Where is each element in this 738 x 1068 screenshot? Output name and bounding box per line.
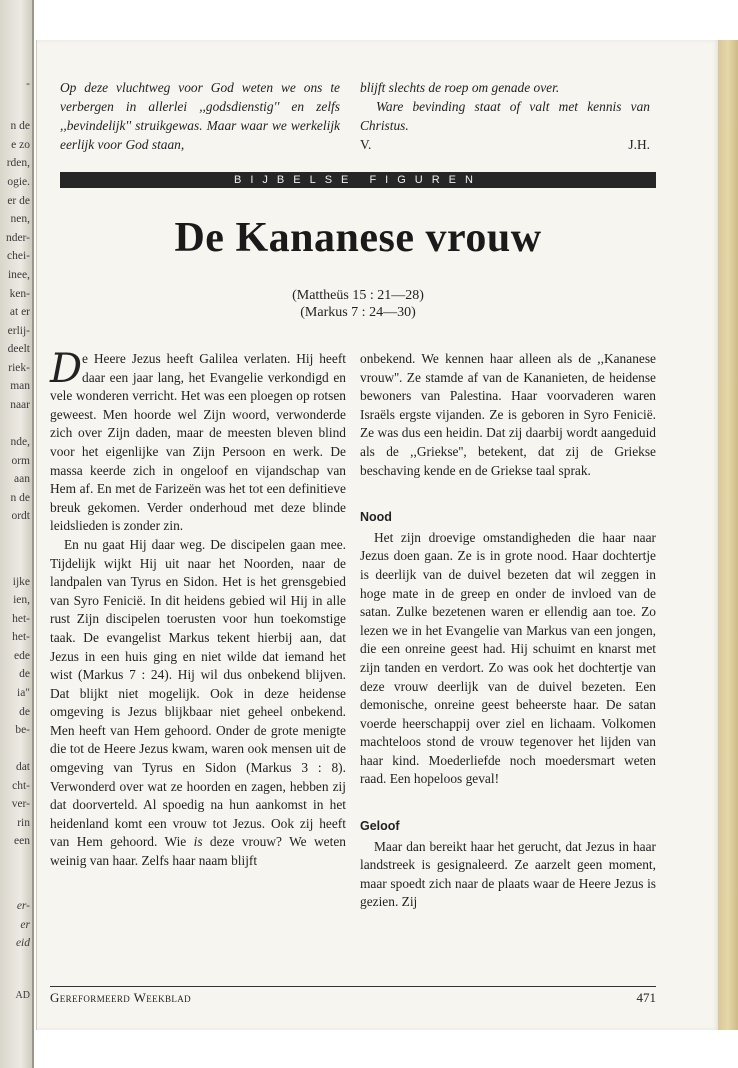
- paragraph-text: En nu gaat Hij daar weg. De discipelen gaan mee. Tijdelijk wijkt Hij uit naar het Noorden, naar de landpalen van Tyrus en Sidon. Het is het grensgebied van Syro Fenicië. In dit heidens gebied wil Hij in alle rust Zijn discipelen toerusten voor hun toekomstige taak. De evangelist Markus tekent hierbij aan, dat Jezus in een huis ging en niet wilde dat iemand het wist (Markus 7 : 24). Hij wil dus onbekend blijven. Dat blijkt niet mogelijk. Ook in deze heidense omgeving is Jezus blijkbaar niet geheel onbekend. Men heeft van Hem gehoord. Onder de grote menigte die tot de Heere Jezus kwam, waren ook mensen uit de omgeving van Tyrus en Sidon (Markus 3 : 8). Verwonderd over wat ze hoorden en zagen, hebben zij dat doorverteld. Al spoedig na hun aankomst in het heidenland komt een vrouw tot Jezus. Ook zij heeft van Hem gehoord. Wie: [50, 536, 346, 850]
- edge-fragment: ijke: [12, 576, 30, 588]
- top-margin: [36, 0, 738, 40]
- previous-article-tail-right: [360, 78, 650, 154]
- emphasis-text: is: [193, 834, 203, 850]
- edge-fragment: AD: [15, 990, 30, 1001]
- edge-fragment: cht-: [12, 780, 30, 792]
- edge-fragment: ogie.: [7, 176, 30, 188]
- bottom-margin: [36, 1030, 738, 1068]
- edge-fragment: de: [19, 706, 30, 718]
- edge-fragment: inee,: [7, 269, 30, 281]
- edge-fragment: nen,: [10, 213, 30, 225]
- binding-shadow: [32, 0, 34, 1068]
- scripture-references: [60, 287, 656, 321]
- previous-article-text: Op deze vluchtweg voor God weten we ons te verbergen in allerlei ,,godsdienstig'' en zelfs ,,bevindelijk'' struikgewas. Maar waar we werkelijk eerlijk voor God staan,: [60, 80, 340, 152]
- page-number: 471: [636, 990, 656, 1005]
- section-spacer: [360, 789, 656, 807]
- drop-cap: D: [50, 346, 83, 392]
- previous-article-signoff: [360, 135, 650, 154]
- section-heading: Nood: [360, 510, 392, 525]
- edge-fragment: ede: [14, 650, 30, 662]
- article-column-left: [50, 346, 346, 871]
- edge-fragment: at er: [9, 306, 30, 318]
- section-banner: BIJBELSE FIGUREN: [60, 172, 656, 188]
- edge-fragment: n de: [10, 492, 30, 504]
- edge-fragment: ver-: [11, 798, 30, 810]
- edge-fragment: ordt: [11, 510, 30, 522]
- edge-fragment: eid: [15, 937, 30, 949]
- edge-fragment: er-: [16, 900, 30, 912]
- edge-fragment: ken-: [9, 288, 30, 300]
- previous-article-text: blijft slechts de roep om genade over.: [360, 80, 560, 95]
- edge-fragment: chei-: [7, 250, 30, 262]
- edge-fragment: rin: [17, 817, 30, 829]
- edge-fragment: e zo: [11, 139, 30, 151]
- section-heading: Geloof: [360, 819, 400, 834]
- edge-fragment: aan: [14, 473, 30, 485]
- paragraph-text: Het zijn droevige omstandigheden die haar naar Jezus doen gaan. Ze is in grote nood. Haar dochtertje is deerlijk van de duivel bezeten dat wil zeggen in hoge mate in de greep en onder de invloed van de satan. Zulke bezetenen waren er ellendig aan toe. Zo lezen we in het Evangelie van Markus van een jongen, die een onreine geest had. Hij schuimt en knarst met zijn tanden en verdort. Zo was ook het dochtertje van deze vrouw deerlijk van de duivel bezeten. Een demonische, onreine geest beheerste haar. De satan voerde heerschappij over ziel en lichaam. Volkomen machteloos stond de vrouw tegenover het lijden van haar kind. Moederliefde noch moedersmart weten raad. Een hopeloos geval!: [360, 529, 656, 787]
- edge-fragment: het-: [12, 613, 30, 625]
- right-page-edge: [718, 40, 738, 1030]
- edge-fragment: er: [20, 919, 30, 931]
- left-page-edge: [0, 0, 34, 1068]
- edge-fragment: de: [19, 668, 30, 680]
- previous-article-text: Ware bevinding staat of valt met kennis van Christus.: [360, 99, 650, 133]
- edge-fragment: -: [26, 78, 30, 90]
- edge-fragment: het-: [12, 631, 30, 643]
- reference-line: (Mattheüs 15 : 21—28): [292, 288, 424, 303]
- edge-fragment: ia": [17, 687, 30, 699]
- edge-fragment: deelt: [7, 343, 30, 355]
- edge-fragment: orm: [11, 455, 30, 467]
- section-spacer: [360, 480, 656, 498]
- edge-fragment: rden,: [6, 157, 30, 169]
- edge-fragment: naar: [10, 399, 30, 411]
- paragraph-text: deze vrouw? We weten weinig van haar. Zelfs haar naam blijft: [50, 834, 346, 869]
- publication-name: Gereformeerd Weekblad: [50, 990, 192, 1005]
- edge-fragment: erlij-: [7, 325, 30, 337]
- reference-line: (Markus 7 : 24—30): [300, 305, 416, 320]
- signoff-author: J.H.: [628, 137, 650, 152]
- edge-fragment: een: [14, 835, 30, 847]
- article-column-right: [360, 350, 656, 912]
- edge-fragment: be-: [15, 724, 30, 736]
- paragraph-text: onbekend. We kennen haar alleen als de ,,Kananese vrouw''. Ze stamde af van de Kananieten, de heidense bewoners van Palestina. Haar voorvaderen waren Israëls ergste vijanden. Ze is geboren in Syro Fenicië. Ze was dus een heidin. Dat zij daarbij wordt aangeduid als de ,,Griekse'', betekent, dat zij de Griekse beschaving kende en de Griekse taal sprak.: [360, 351, 656, 478]
- edge-fragment: riek-: [8, 362, 30, 374]
- edge-fragment: n de: [10, 120, 30, 132]
- edge-fragment: ien,: [13, 594, 30, 606]
- edge-fragment: man: [10, 380, 30, 392]
- footer-rule: [50, 986, 656, 987]
- article-title: De Kananese vrouw: [174, 215, 542, 261]
- edge-fragment: nder-: [5, 232, 30, 244]
- edge-fragment: dat: [15, 761, 30, 773]
- paragraph-text: Maar dan bereikt haar het gerucht, dat Jezus in haar landstreek is gesignaleerd. Ze aarzelt geen moment, maar spoedt zich naar de plaats waar de Heere Jezus is gezien. Zij: [360, 838, 656, 910]
- signoff-initial: V.: [360, 137, 372, 152]
- paragraph-text: e Heere Jezus heeft Galilea verlaten. Hij heeft daar een jaar lang, het Evangelie verkondigd en vele wonderen verricht. Het was een ploegen op rotsen geweest. Men hoorde wel Zijn woord, verwonderde zich over Zijn daden, maar de meesten bleven blind voor het eigenlijke van Zijn Persoon en werk. De massa keerde zich in ongeloof en vijandschap van Hem af. En met de Farizeën was het tot een definitieve breuk gekomen. Verder onderhoud met deze blinde leidslieden is zonder zin.: [50, 351, 346, 534]
- previous-article-tail-left: [60, 78, 340, 154]
- edge-fragment: nde,: [10, 436, 30, 448]
- edge-fragment: er de: [7, 195, 30, 207]
